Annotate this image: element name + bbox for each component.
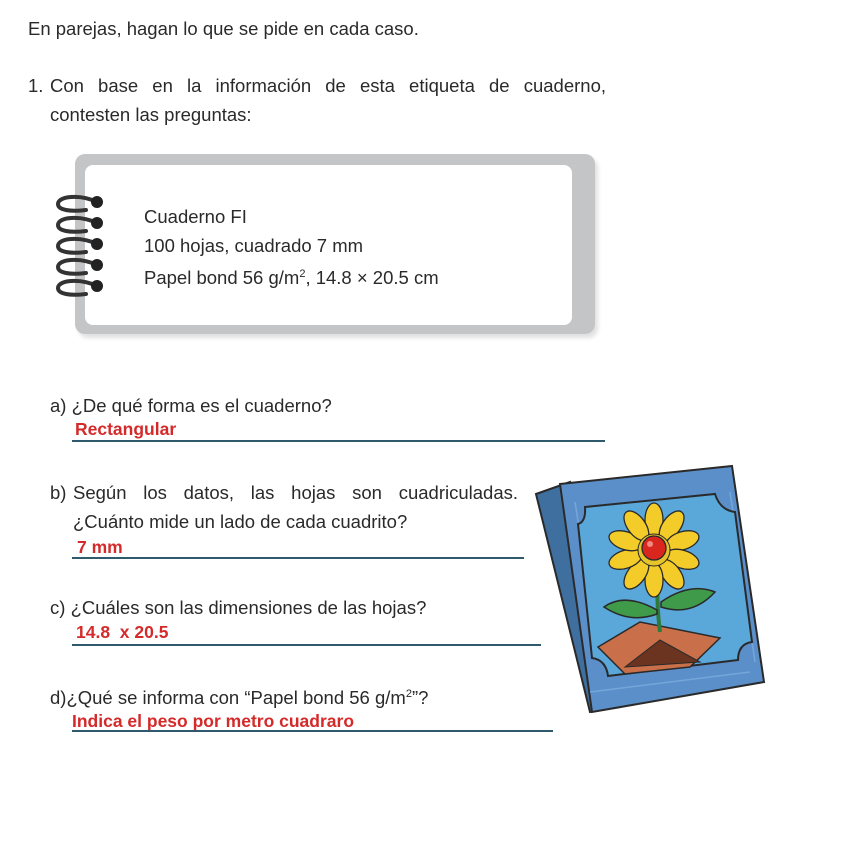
question-b-letter: b)	[50, 482, 67, 503]
answer-a-line	[72, 440, 605, 442]
label-line-3	[144, 260, 439, 292]
question-a-text: ¿De qué forma es el cuaderno?	[71, 395, 332, 416]
question-c	[50, 593, 426, 622]
question-a	[50, 391, 332, 420]
answer-a[interactable]: Rectangular	[75, 419, 177, 439]
answer-c-line	[72, 644, 541, 646]
exercise-prompt-line2: contesten las preguntas:	[50, 104, 252, 125]
flower-book-illustration	[530, 462, 770, 717]
instructions-text: En parejas, hagan lo que se pide en cada caso.	[28, 18, 419, 39]
question-d-text-end: ”?	[411, 687, 429, 709]
question-d-letter: d)	[50, 687, 67, 709]
spiral-rings-icon	[50, 190, 110, 305]
label-line-1: Cuaderno FI	[144, 206, 247, 227]
question-b-line1: Según los datos, las hojas son cuadriculadas.	[73, 482, 518, 503]
label-line-2: 100 hojas, cuadrado 7 mm	[144, 235, 364, 256]
question-d	[50, 680, 428, 712]
exercise-number: 1.	[28, 75, 44, 96]
answer-b-line	[72, 557, 524, 559]
answer-b[interactable]: 7 mm	[77, 537, 123, 557]
question-d-text: ¿Qué se informa con “Papel bond 56 g/m	[66, 687, 406, 709]
question-d-superscript: 2	[405, 688, 412, 700]
label-line-3-main: Papel bond 56 g/m	[144, 267, 300, 289]
question-a-letter: a)	[50, 395, 67, 416]
question-b-line2: ¿Cuánto mide un lado de cada cuadrito?	[73, 511, 408, 532]
label-line-3-dimensions: , 14.8 × 20.5 cm	[305, 267, 439, 289]
question-c-text: ¿Cuáles son las dimensiones de las hojas?	[70, 597, 427, 618]
label-line-3-superscript: 2	[299, 268, 306, 280]
answer-d[interactable]: Indica el peso por metro cuadraro	[72, 711, 355, 731]
answer-d-line	[72, 730, 553, 732]
answer-c[interactable]: 14.8 x 20.5	[76, 622, 169, 642]
question-c-letter: c)	[50, 597, 66, 618]
exercise-prompt-line1: Con base en la información de esta etiqueta de cuaderno,	[50, 75, 606, 96]
